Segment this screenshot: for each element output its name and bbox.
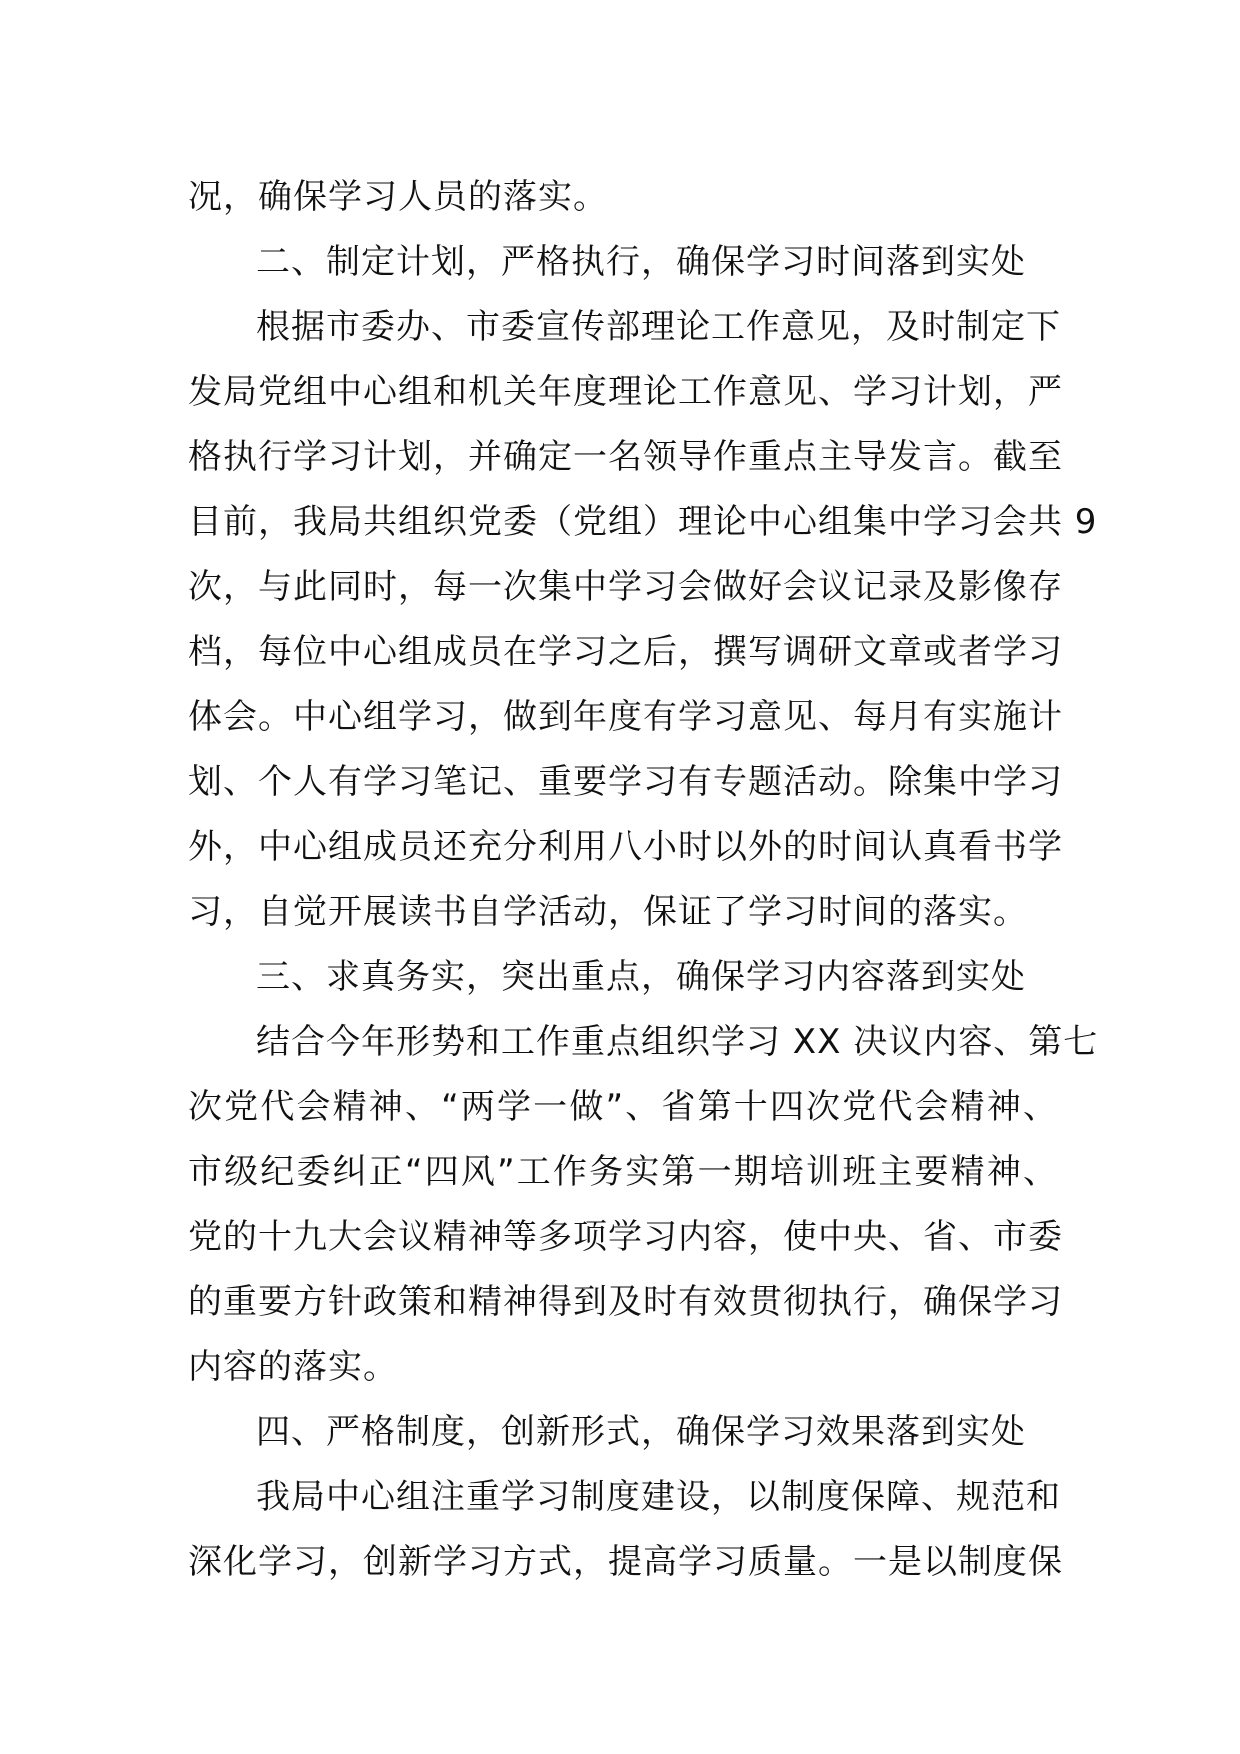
text-line: 根据市委办、市委宣传部理论工作意见，及时制定下 xyxy=(256,307,1061,347)
text-line: 结合今年形势和工作重点组织学习 XX 决议内容、第七 xyxy=(256,1022,1099,1062)
text-line: 的重要方针政策和精神得到及时有效贯彻执行，确保学习 xyxy=(188,1282,1063,1322)
text-line: 党的十九大会议精神等多项学习内容，使中央、省、市委 xyxy=(188,1217,1063,1257)
text-line: 目前，我局共组织党委（党组）理论中心组集中学习会共 9 xyxy=(188,502,1098,542)
document-body xyxy=(188,165,1099,1595)
text-line: 内容的落实。 xyxy=(188,1347,398,1387)
text-line: 外，中心组成员还充分利用八小时以外的时间认真看书学 xyxy=(188,827,1063,867)
text-line: 档，每位中心组成员在学习之后，撰写调研文章或者学习 xyxy=(188,632,1063,672)
text-line: 我局中心组注重学习制度建设，以制度保障、规范和 xyxy=(256,1477,1061,1517)
text-line: 体会。中心组学习，做到年度有学习意见、每月有实施计 xyxy=(188,697,1063,737)
text-line: 况，确保学习人员的落实。 xyxy=(188,177,608,217)
text-line: 次，与此同时，每一次集中学习会做好会议记录及影像存 xyxy=(188,567,1063,607)
text-line: 深化学习，创新学习方式，提高学习质量。一是以制度保 xyxy=(188,1542,1063,1582)
text-line: 发局党组中心组和机关年度理论工作意见、学习计划，严 xyxy=(188,372,1063,412)
text-line: 二、制定计划，严格执行，确保学习时间落到实处 xyxy=(256,242,1026,282)
text-line: 习，自觉开展读书自学活动，保证了学习时间的落实。 xyxy=(188,892,1028,932)
text-line: 市级纪委纠正“四风”工作务实第一期培训班主要精神、 xyxy=(188,1152,1058,1192)
text-line: 格执行学习计划，并确定一名领导作重点主导发言。截至 xyxy=(188,437,1063,477)
text-line: 次党代会精神、“两学一做”、省第十四次党代会精神、 xyxy=(188,1087,1058,1127)
text-line: 划、个人有学习笔记、重要学习有专题活动。除集中学习 xyxy=(188,762,1063,802)
text-line: 三、求真务实，突出重点，确保学习内容落到实处 xyxy=(256,957,1026,997)
text-line: 四、严格制度，创新形式，确保学习效果落到实处 xyxy=(256,1412,1026,1452)
